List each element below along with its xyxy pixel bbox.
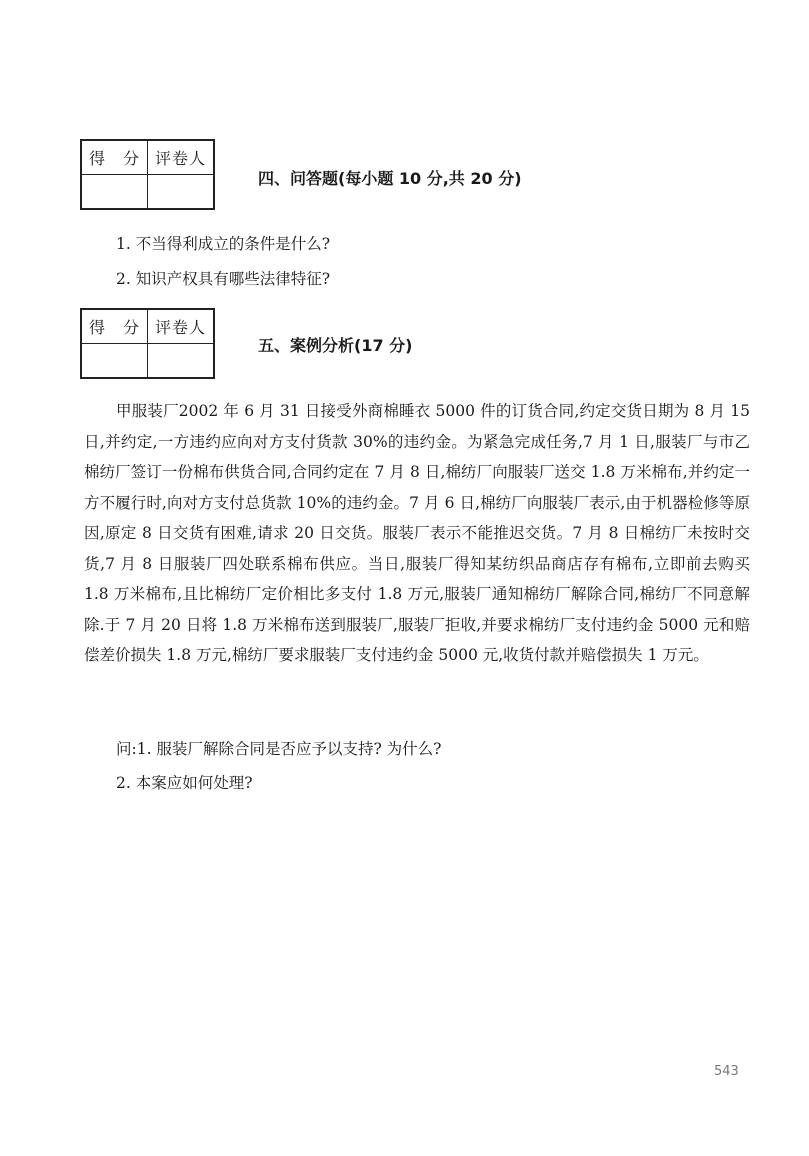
section-5-title: 五、案例分析(17 分) (258, 336, 413, 355)
question-2: 2. 知识产权具有哪些法律特征? (116, 270, 331, 288)
case-question-2: 2. 本案应如何处理? (116, 774, 253, 792)
page-number: 543 (714, 1064, 739, 1079)
grader-label: 评卷人 (148, 140, 215, 175)
section-4-title: 四、问答题(每小题 10 分,共 20 分) (258, 169, 522, 188)
grader-label: 评卷人 (148, 309, 215, 344)
score-label: 得 分 (81, 140, 148, 175)
score-table-section-4 (80, 139, 215, 210)
grader-cell (148, 344, 215, 379)
score-cell (81, 344, 148, 379)
grader-cell (148, 175, 215, 210)
case-paragraph: 甲服装厂2002 年 6 月 31 日接受外商棉睡衣 5000 件的订货合同,约定交货日期为 8 月 15 日,并约定,一方违约应向对方支付货款 30%的违约金。为紧急完成任务,7 月 1 日,服装厂与市乙棉纺厂签订一份棉布供货合同,合同约定在 7 月 8 日,棉纺厂向服装厂送交 1.8 万米棉布,并约定一方不履行时,向对方支付总货款 10%的违约金。7 月 6 日,棉纺厂向服装厂表示,由于机器检修等原因,原定 8 日交货有困难,请求 20 日交货。服装厂表示不能推迟交货。7 月 8 日棉纺厂未按时交货,7 月 8 日服装厂四处联系棉布供应。当日,服装厂得知某纺织品商店存有棉布,立即前去购买 1.8 万米棉布,且比棉纺厂定价相比多支付 1.8 万元,服装厂通知棉纺厂解除合同,棉纺厂不同意解除.于 7 月 20 日将 1.8 万米棉布送到服装厂,服装厂拒收,并要求棉纺厂支付违约金 5000 元和赔偿差价损失 1.8 万元,棉纺厂要求服装厂支付违约金 5000 元,收货付款并赔偿损失 1 万元。 (84, 402, 750, 664)
question-1: 1. 不当得利成立的条件是什么? (116, 235, 331, 253)
case-question-1: 问:1. 服装厂解除合同是否应予以支持? 为什么? (116, 740, 442, 758)
score-label: 得 分 (81, 309, 148, 344)
score-cell (81, 175, 148, 210)
score-table-section-5 (80, 308, 215, 379)
